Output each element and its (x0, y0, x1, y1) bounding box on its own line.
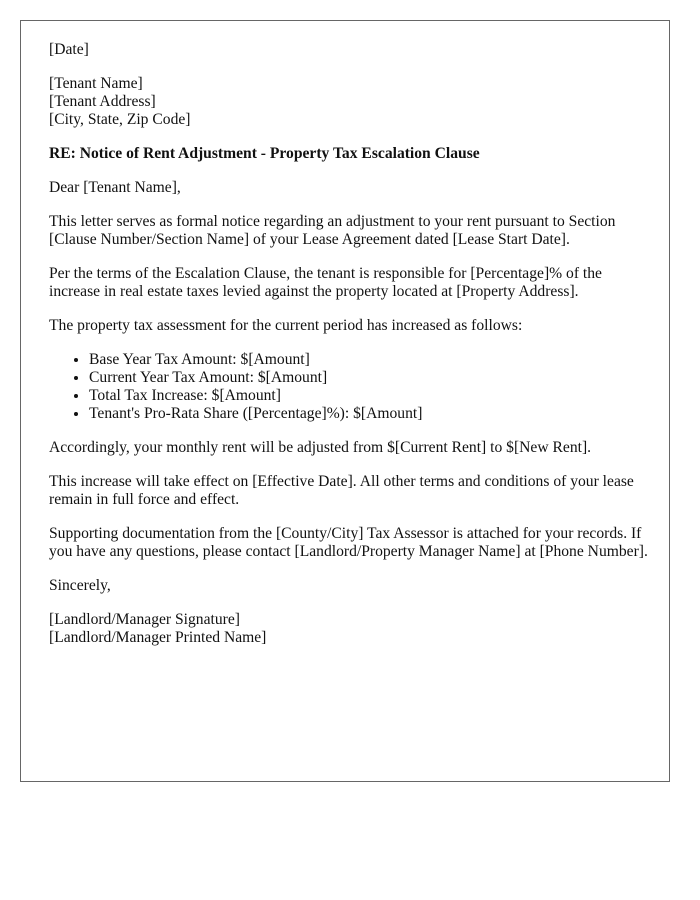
tax-item-current-year: • Current Year Tax Amount: $[Amount] (89, 369, 649, 387)
recipient-address: [Tenant Address] (49, 93, 156, 110)
signature-block (49, 611, 649, 647)
tax-item-total-increase: • Total Tax Increase: $[Amount] (89, 387, 649, 405)
terms-paragraph: Per the terms of the Escalation Clause, the tenant is responsible for [Percentage]% of the increase in real estate taxes levied against the property located at [Property Address]. (49, 265, 602, 300)
letter-subject: RE: Notice of Rent Adjustment - Property Tax Escalation Clause (49, 145, 480, 162)
closing: Sincerely, (49, 577, 111, 594)
letter-document (20, 20, 670, 782)
effective-date-paragraph: This increase will take effect on [Effective Date]. All other terms and conditions of your lease remain in full force and effect. (49, 473, 634, 508)
tax-item-base-year: • Base Year Tax Amount: $[Amount] (89, 351, 649, 369)
rent-change-paragraph: Accordingly, your monthly rent will be adjusted from $[Current Rent] to $[New Rent]. (49, 439, 592, 456)
printed-name: [Landlord/Manager Printed Name] (49, 629, 267, 646)
letter-date: [Date] (49, 41, 89, 58)
tax-breakdown-list (49, 351, 649, 423)
recipient-city-state-zip: [City, State, Zip Code] (49, 111, 191, 128)
salutation: Dear [Tenant Name], (49, 179, 181, 196)
recipient-name: [Tenant Name] (49, 75, 143, 92)
recipient-block (49, 75, 649, 129)
signature-line: [Landlord/Manager Signature] (49, 611, 240, 628)
assessment-paragraph: The property tax assessment for the current period has increased as follows: (49, 317, 523, 334)
tax-item-pro-rata-share: • Tenant's Pro-Rata Share ([Percentage]%): $[Amount] (89, 405, 649, 423)
intro-paragraph: This letter serves as formal notice regarding an adjustment to your rent pursuant to Section [Clause Number/Section Name] of your Lease Agreement dated [Lease Start Date]. (49, 213, 616, 248)
supporting-docs-paragraph: Supporting documentation from the [County/City] Tax Assessor is attached for your records. If you have any questions, please contact [Landlord/Property Manager Name] at [Phone Number]. (49, 525, 648, 560)
